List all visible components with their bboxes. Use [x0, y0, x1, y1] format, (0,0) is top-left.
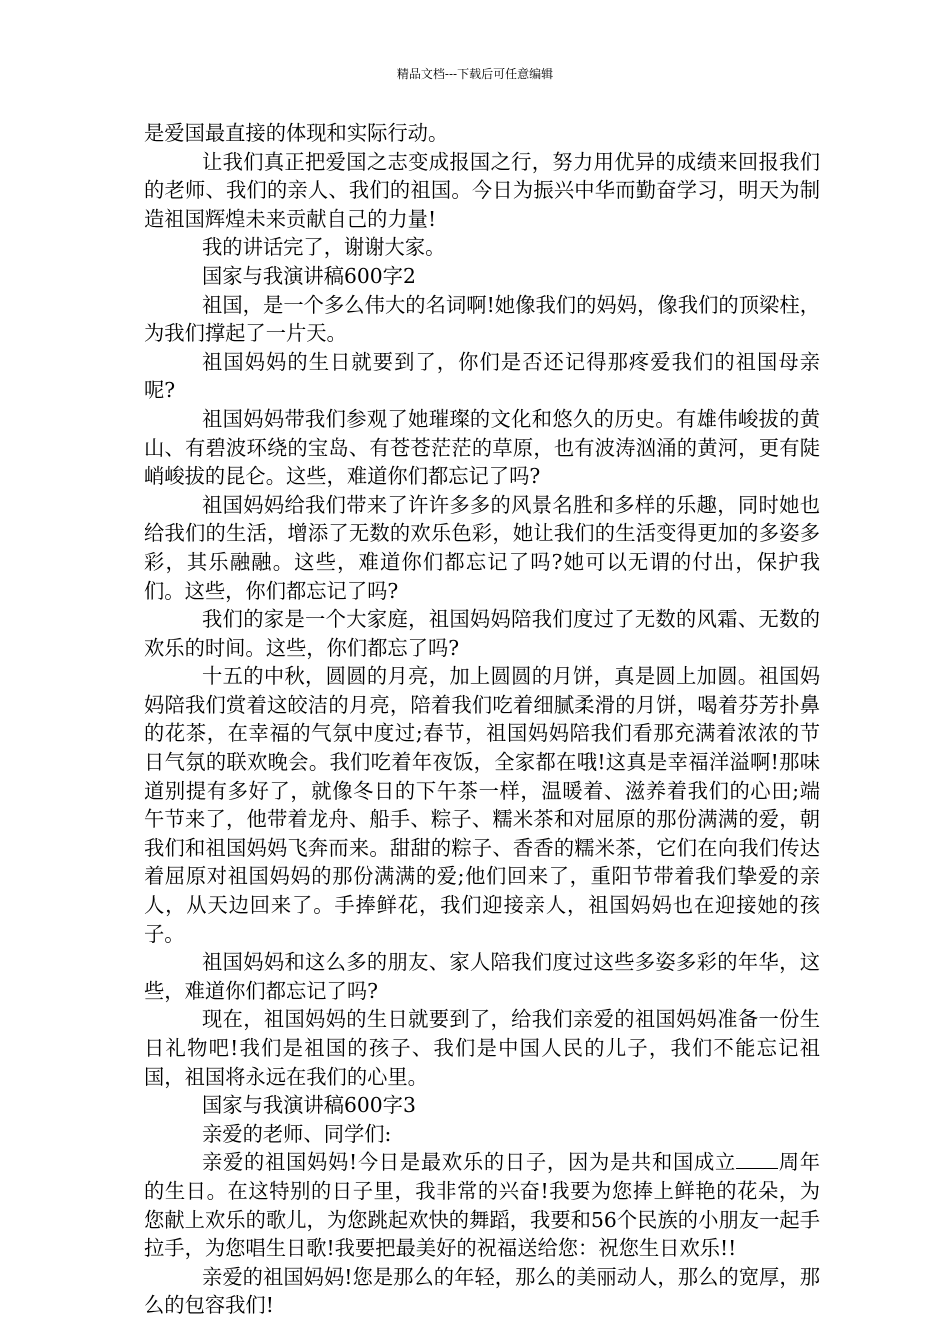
paragraph: 我们的家是一个大家庭，祖国妈妈陪我们度过了无数的风霜、无数的欢乐的时间。这些，你们都忘了吗?: [144, 607, 820, 660]
page-header: 精品文档---下载后可任意编辑: [396, 67, 554, 81]
paragraph: 祖国，是一个多么伟大的名词啊!她像我们的妈妈，像我们的顶梁柱，为我们撑起了一片天。: [144, 292, 820, 346]
fill-in-blank: [736, 1150, 778, 1169]
salutation: 亲爱的老师、同学们:: [202, 1121, 392, 1146]
paragraph: 让我们真正把爱国之志变成报国之行，努力用优异的成绩来回报我们的老师、我们的亲人、我们的祖国。今日为振兴中华而勤奋学习，明天为制造祖国辉煌未来贡献自己的力量!: [144, 149, 820, 231]
paragraph: 我的讲话完了，谢谢大家。: [202, 235, 446, 260]
paragraph: 是爱国最直接的体现和实际行动。: [144, 121, 449, 145]
paragraph: 现在，祖国妈妈的生日就要到了，给我们亲爱的祖国妈妈准备一份生日礼物吧!我们是祖国的孩子、我们是中国人民的儿子，我们不能忘记祖国，祖国将永远在我们的心里。: [144, 1007, 820, 1089]
blank-paragraph-after: 周年的生日。在这特别的日子里，我非常的兴奋!我要为您捧上鲜艳的花朵，为您献上欢乐的歌儿，为您跳起欢快的舞蹈，我要和56个民族的小朋友一起手拉手，为您唱生日歌!我要把最美好的祝福送给您：祝您生日欢乐!!: [144, 1150, 820, 1261]
section-heading: 国家与我演讲稿600字2: [202, 263, 416, 288]
paragraph: 祖国妈妈给我们带来了许许多多的风景名胜和多样的乐趣，同时她也给我们的生活，增添了无数的欢乐色彩，她让我们的生活变得更加的多姿多彩，其乐融融。这些，难道你们都忘记了吗?她可以无谓的付出，保护我们。这些，你们都忘记了吗?: [144, 492, 820, 603]
paragraph: 祖国妈妈和这么多的朋友、家人陪我们度过这些多姿多彩的年华，这些，难道你们都忘记了吗?: [144, 950, 820, 1003]
paragraph: 十五的中秋，圆圆的月亮，加上圆圆的月饼，真是圆上加圆。祖国妈妈陪我们赏着这皎洁的月亮，陪着我们吃着细腻柔滑的月饼，喝着芬芳扑鼻的花茶，在幸福的气氛中度过;春节，祖国妈妈陪我们看那充满着浓浓的节日气氛的联欢晚会。我们吃着年夜饭，全家都在哦!这真是幸福洋溢啊!那味道别提有多好了，就像冬日的下午茶一样，温暖着、滋养着我们的心田;端午节来了，他带着龙舟、船手、粽子、糯米茶和对屈原的那份满满的爱，朝我们和祖国妈妈飞奔而来。甜甜的粽子、香香的糯米茶，它们在向我们传达着屈原对祖国妈妈的那份满满的爱;他们回来了，重阳节带着我们挚爱的亲人，从天边回来了。手捧鲜花，我们迎接亲人，祖国妈妈也在迎接她的孩子。: [144, 664, 820, 946]
document-body: [144, 119, 820, 1320]
section-heading: 国家与我演讲稿600字3: [202, 1093, 416, 1118]
paragraph-with-blank: [144, 1148, 820, 1262]
paragraph: 祖国妈妈的生日就要到了，你们是否还记得那疼爱我们的祖国母亲呢?: [144, 349, 820, 403]
blank-paragraph-before: 亲爱的祖国妈妈!今日是最欢乐的日子，因为是共和国成立: [202, 1150, 736, 1175]
paragraph: 亲爱的祖国妈妈!您是那么的年轻，那么的美丽动人，那么的宽厚，那么的包容我们!: [144, 1264, 820, 1318]
paragraph: 祖国妈妈带我们参观了她璀璨的文化和悠久的历史。有雄伟峻拔的黄山、有碧波环绕的宝岛、有苍苍茫茫的草原，也有波涛汹涌的黄河，更有陡峭峻拔的昆仑。这些，难道你们都忘记了吗?: [144, 406, 820, 489]
